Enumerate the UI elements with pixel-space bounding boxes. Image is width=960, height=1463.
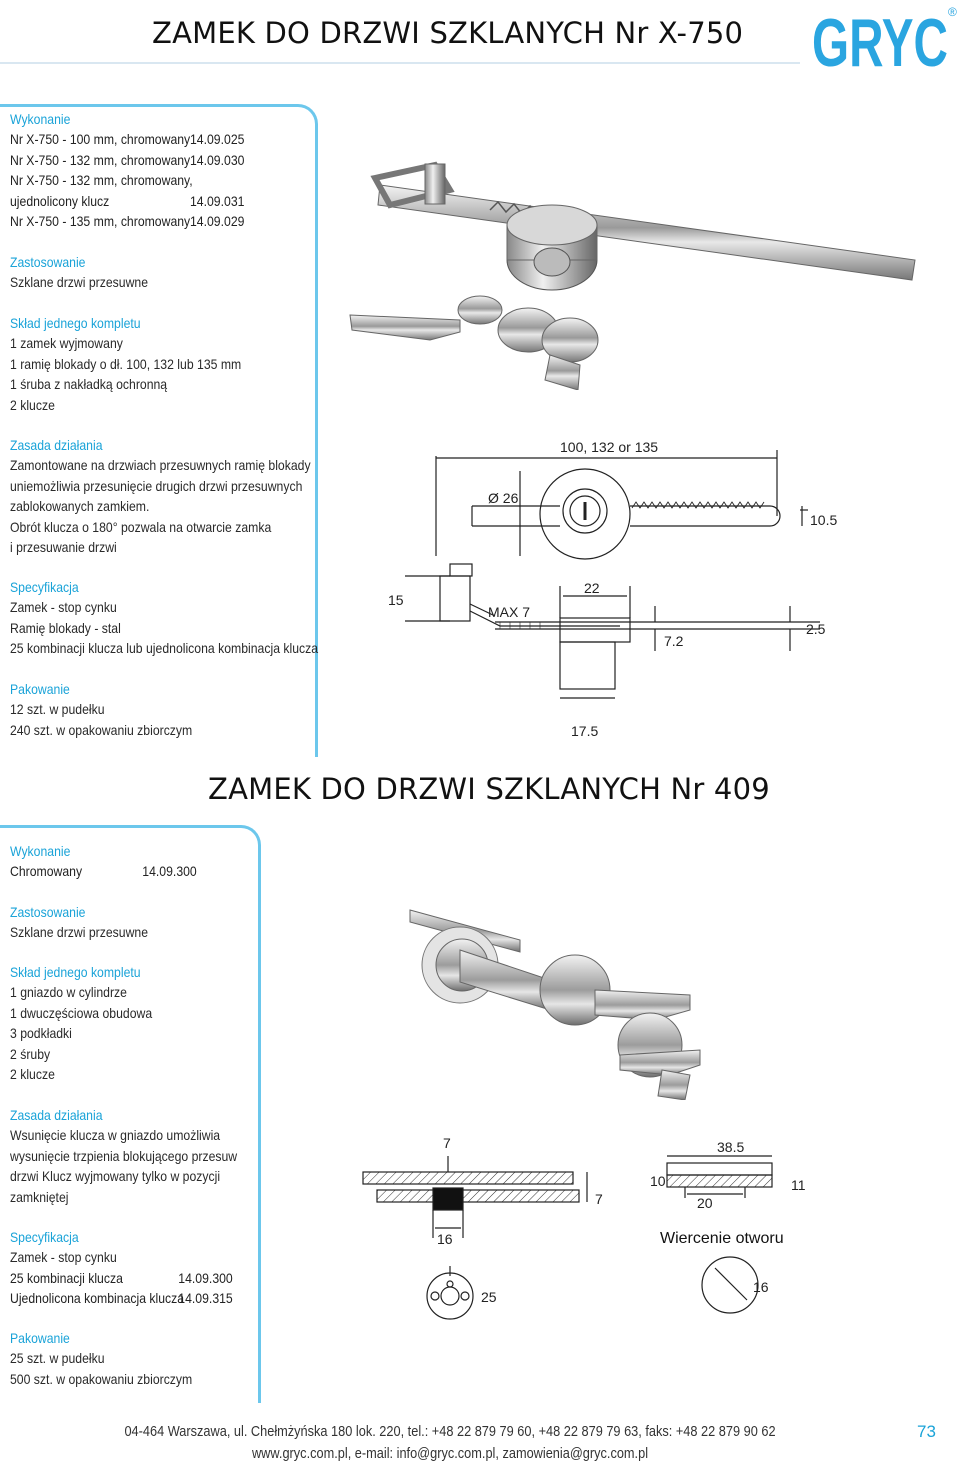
dim-max7: MAX 7 bbox=[488, 604, 531, 620]
variant-name: Nr X-750 - 132 mm, chromowany, bbox=[10, 173, 193, 189]
text-line: 3 podkładki bbox=[10, 1026, 72, 1042]
variant-row bbox=[10, 151, 244, 171]
text-line: Szklane drzwi przesuwne bbox=[10, 925, 149, 941]
product2-photo bbox=[400, 870, 720, 1105]
dim-16-hole: 16 bbox=[753, 1279, 769, 1295]
text-line: uniemożliwia przesunięcie drugich drzwi przesuwnych bbox=[10, 478, 303, 494]
product2-drawing bbox=[355, 1128, 825, 1333]
dim-16: 16 bbox=[437, 1231, 453, 1247]
dim-17-5: 17.5 bbox=[571, 723, 599, 739]
title-underline bbox=[0, 62, 800, 64]
dim-10: 10 bbox=[650, 1173, 666, 1189]
dim-length: 100, 132 or 135 bbox=[560, 439, 659, 455]
dim-7-side: 7 bbox=[595, 1191, 603, 1207]
text-line: drzwi Klucz wyjmowany tylko w pozycji bbox=[10, 1169, 221, 1185]
p1-sklad-section bbox=[10, 314, 241, 416]
drill-hole-title: Wiercenie otworu bbox=[660, 1230, 784, 1247]
variant-name: Nr X-750 - 132 mm, chromowany bbox=[10, 152, 191, 168]
text-line: Zamek - stop cynku bbox=[10, 600, 117, 616]
spec-row bbox=[10, 1269, 233, 1289]
variant-row bbox=[10, 130, 244, 150]
variant-name: Chromowany bbox=[10, 864, 83, 880]
p2-pakowanie-section bbox=[10, 1329, 192, 1390]
p1-pakowanie-section bbox=[10, 680, 192, 741]
text-line: 1 ramię blokady o dł. 100, 132 lub 135 mm bbox=[10, 356, 242, 372]
variant-row bbox=[10, 192, 244, 212]
variant-code: 14.09.029 bbox=[190, 214, 245, 230]
p2-specyfikacja-section bbox=[10, 1228, 233, 1310]
footer-contact: www.gryc.com.pl, e-mail: info@gryc.com.pl, zamowienia@gryc.com.pl bbox=[251, 1446, 649, 1462]
p1-wykonanie-heading: Wykonanie bbox=[10, 112, 71, 127]
spec-name: Ujednolicona kombinacja klucza bbox=[10, 1291, 185, 1307]
logo-text: GRYC bbox=[812, 5, 948, 72]
spec-code: 14.09.315 bbox=[178, 1291, 233, 1307]
text-line: 25 kombinacji klucza lub ujednolicona kombinacja klucza bbox=[10, 641, 319, 657]
p1-specyfikacja-heading: Specyfikacja bbox=[10, 580, 79, 595]
variant-row bbox=[10, 171, 244, 191]
p2-pakowanie-heading: Pakowanie bbox=[10, 1331, 70, 1346]
text-line: i przesuwanie drzwi bbox=[10, 540, 117, 556]
lock-409-illustration bbox=[400, 870, 720, 1100]
text-line: 1 zamek wyjmowany bbox=[10, 336, 123, 352]
text-line: wysunięcie trzpienia blokującego przesuw bbox=[10, 1148, 238, 1164]
variant-code: 14.09.025 bbox=[190, 132, 245, 148]
technical-drawing-x750 bbox=[380, 436, 850, 746]
dim-20: 20 bbox=[697, 1195, 713, 1211]
p2-zastosowanie-section bbox=[10, 903, 148, 944]
spec-code: 14.09.300 bbox=[178, 1270, 233, 1286]
text-line: zamkniętej bbox=[10, 1189, 69, 1205]
p1-wykonanie-section bbox=[10, 110, 244, 232]
variant-name: ujednolicony klucz bbox=[10, 193, 110, 209]
text-line: zablokowanych zamkiem. bbox=[10, 499, 150, 515]
spec-name: 25 kombinacji klucza bbox=[10, 1270, 123, 1286]
product1-drawing bbox=[380, 436, 850, 751]
footer-address: 04-464 Warszawa, ul. Chełmżyńska 180 lok. 220, tel.: +48 22 879 79 60, +48 22 879 79 63, faks: +48 22 879 90 62 bbox=[124, 1424, 776, 1440]
page-title-409: ZAMEK DO DRZWI SZKLANYCH Nr 409 bbox=[208, 772, 770, 806]
text-line: Zamek - stop cynku bbox=[10, 1250, 117, 1266]
page-number: 73 bbox=[917, 1422, 936, 1441]
p1-pakowanie-heading: Pakowanie bbox=[10, 682, 70, 697]
p1-specyfikacja-section bbox=[10, 578, 318, 660]
dim-11: 11 bbox=[791, 1177, 806, 1193]
p2-wykonanie-section bbox=[10, 842, 197, 883]
lock-x750-illustration bbox=[340, 150, 960, 390]
text-line: Wsunięcie klucza w gniazdo umożliwia bbox=[10, 1128, 221, 1144]
variant-name: Nr X-750 - 100 mm, chromowany bbox=[10, 132, 191, 148]
p2-specyfikacja-heading: Specyfikacja bbox=[10, 1230, 79, 1245]
text-line: Obrót klucza o 180° pozwala na otwarcie zamka bbox=[10, 519, 272, 535]
p1-zastosowanie-section bbox=[10, 253, 148, 294]
gryc-logo-graphic bbox=[810, 2, 960, 72]
text-line: 500 szt. w opakowaniu zbiorczym bbox=[10, 1371, 193, 1387]
text-line: 1 dwuczęściowa obudowa bbox=[10, 1005, 153, 1021]
dim-7-top: 7 bbox=[443, 1135, 451, 1151]
p1-zasada-heading: Zasada działania bbox=[10, 438, 103, 453]
p2-wykonanie-heading: Wykonanie bbox=[10, 844, 71, 859]
variant-row bbox=[10, 862, 197, 882]
dim-15: 15 bbox=[388, 592, 404, 608]
p2-zasada-heading: Zasada działania bbox=[10, 1108, 103, 1123]
dim-10-5: 10.5 bbox=[810, 512, 838, 528]
text-line: 2 śruby bbox=[10, 1046, 51, 1062]
p2-sklad-heading: Skład jednego kompletu bbox=[10, 965, 141, 980]
technical-drawing-409 bbox=[355, 1128, 825, 1328]
text-line: 1 gniazdo w cylindrze bbox=[10, 985, 127, 1001]
variant-code: 14.09.300 bbox=[142, 864, 197, 880]
dim-2-5: 2.5 bbox=[806, 621, 826, 637]
dim-22: 22 bbox=[584, 580, 600, 596]
page-title-x750: ZAMEK DO DRZWI SZKLANYCH Nr X-750 bbox=[152, 16, 744, 50]
variant-code: 14.09.031 bbox=[190, 193, 245, 209]
text-line: 25 szt. w pudełku bbox=[10, 1351, 105, 1367]
dim-7-2: 7.2 bbox=[664, 633, 684, 649]
dim-diameter: Ø 26 bbox=[488, 490, 519, 506]
p1-zasada-section bbox=[10, 436, 311, 558]
dim-38-5: 38.5 bbox=[717, 1139, 745, 1155]
text-line: Ramię blokady - stal bbox=[10, 620, 121, 636]
text-line: 240 szt. w opakowaniu zbiorczym bbox=[10, 722, 193, 738]
spec-row bbox=[10, 1289, 233, 1309]
p2-zasada-section bbox=[10, 1106, 237, 1208]
registered-mark: ® bbox=[948, 5, 957, 19]
text-line: 1 śruba z nakładką ochronną bbox=[10, 377, 168, 393]
variant-name: Nr X-750 - 135 mm, chromowany bbox=[10, 214, 191, 230]
variant-row bbox=[10, 212, 244, 232]
dim-25: 25 bbox=[481, 1289, 497, 1305]
p2-zastosowanie-heading: Zastosowanie bbox=[10, 905, 86, 920]
gryc-logo bbox=[810, 2, 960, 72]
text-line: 12 szt. w pudełku bbox=[10, 702, 105, 718]
p2-sklad-section bbox=[10, 963, 152, 1085]
p1-sklad-heading: Skład jednego kompletu bbox=[10, 316, 141, 331]
text-line: Szklane drzwi przesuwne bbox=[10, 275, 149, 291]
text-line: Zamontowane na drzwiach przesuwnych ramię blokady bbox=[10, 458, 311, 474]
variant-code: 14.09.030 bbox=[190, 152, 245, 168]
p1-zastosowanie-heading: Zastosowanie bbox=[10, 255, 86, 270]
text-line: 2 klucze bbox=[10, 1067, 55, 1083]
product1-photo bbox=[340, 150, 960, 395]
text-line: 2 klucze bbox=[10, 397, 55, 413]
